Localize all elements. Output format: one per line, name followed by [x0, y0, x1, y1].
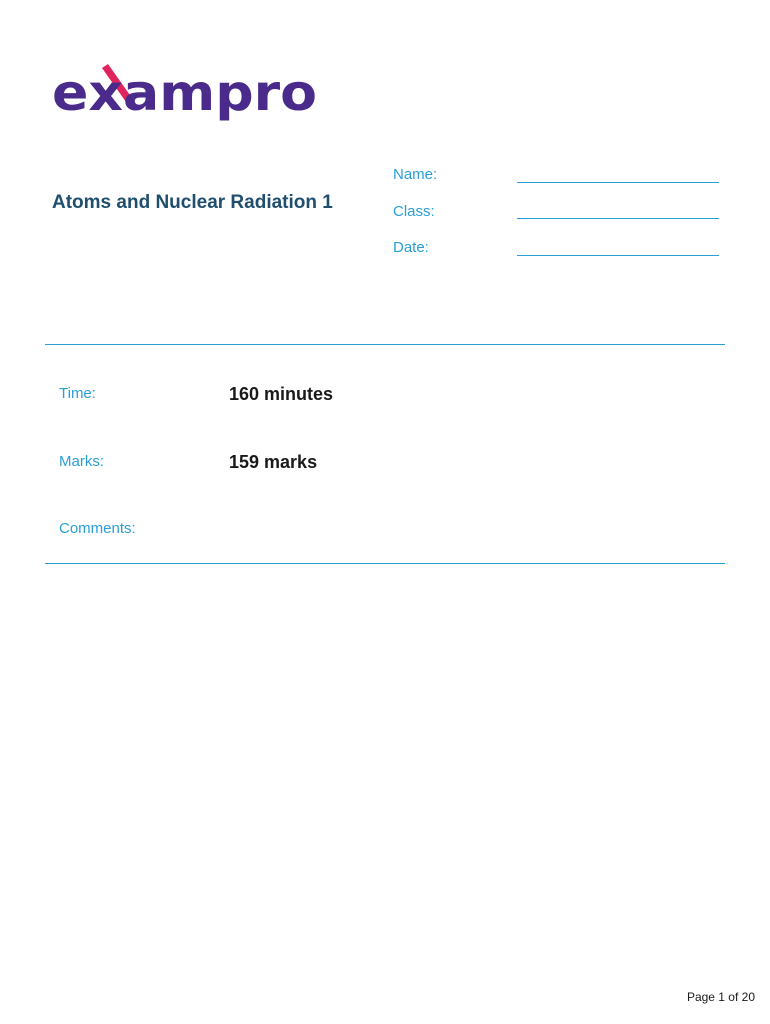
- time-label: Time:: [59, 385, 96, 402]
- marks-label: Marks:: [59, 453, 104, 470]
- time-value: 160 minutes: [229, 384, 334, 404]
- date-field-line[interactable]: [517, 255, 719, 256]
- name-label: Name:: [393, 166, 438, 183]
- document-title: Atoms and Nuclear Radiation 1: [52, 192, 333, 213]
- comments-label: Comments:: [59, 520, 136, 537]
- name-field-line[interactable]: [517, 182, 719, 183]
- date-label: Date:: [393, 239, 429, 256]
- marks-value: 159 marks: [229, 452, 318, 472]
- page-number: Page 1 of 20: [686, 990, 755, 1004]
- top-divider: [45, 344, 725, 345]
- class-label: Class:: [393, 203, 435, 220]
- svg-text:exampro: exampro: [52, 64, 317, 122]
- bottom-divider: [45, 563, 725, 564]
- class-field-line[interactable]: [517, 218, 719, 219]
- exampro-logo: [52, 58, 322, 128]
